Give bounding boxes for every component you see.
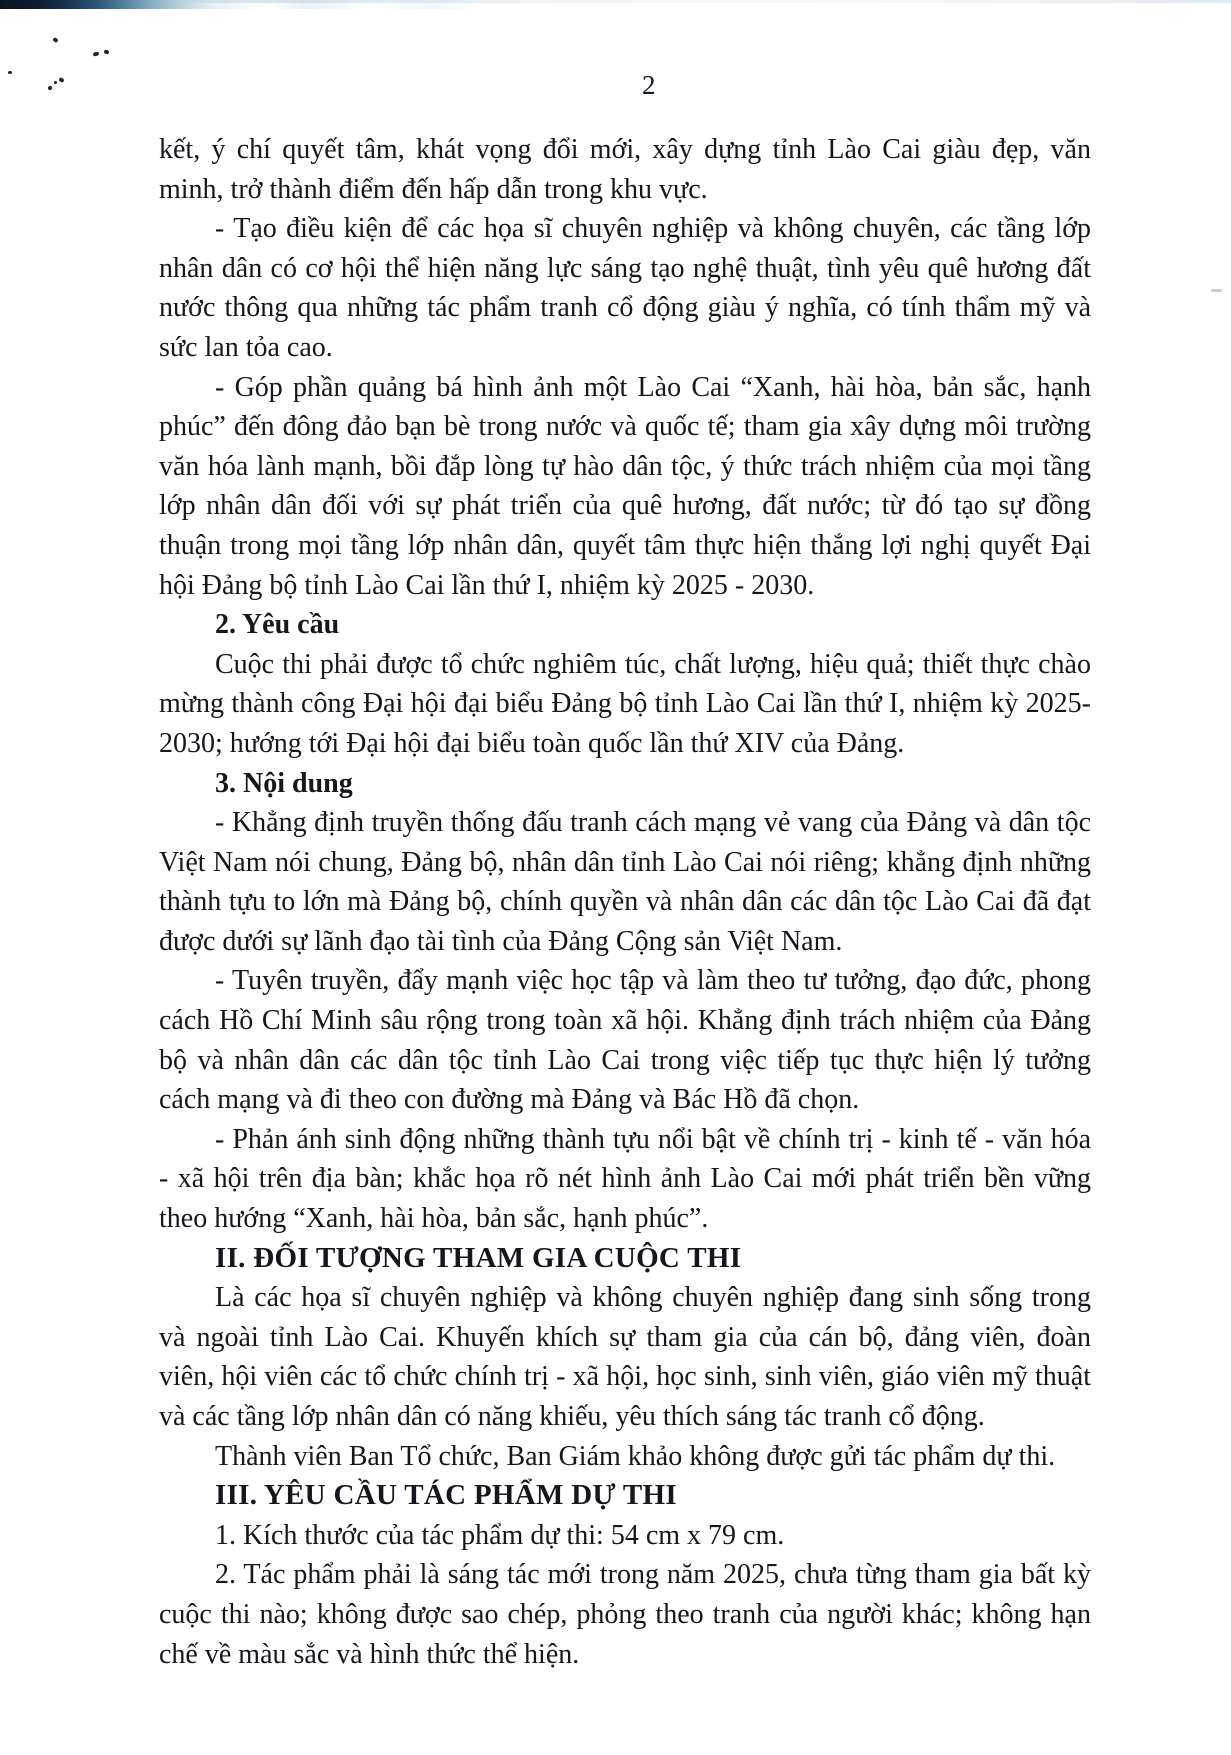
body-text-line: Việt Nam nói chung, Đảng bộ, nhân dân tỉnh Lào Cai nói riêng; khẳng định những — [159, 846, 1091, 878]
body-text-line: cách Hồ Chí Minh sâu rộng trong toàn xã hội. Khẳng định trách nhiệm của Đảng — [159, 1005, 1091, 1037]
scan-speckle — [52, 37, 58, 43]
body-text-line: Là các họa sĩ chuyên nghiệp và không chuyên nghiệp đang sinh sống trong — [215, 1282, 1091, 1314]
body-text-line: - Tuyên truyền, đẩy mạnh việc học tập và làm theo tư tưởng, đạo đức, phong — [215, 965, 1091, 997]
body-text-line: cách mạng và đi theo con đường mà Đảng và Bác Hồ đã chọn. — [159, 1084, 860, 1116]
body-text-line: minh, trở thành điểm đến hấp dẫn trong khu vực. — [159, 173, 708, 205]
scan-smudge — [1211, 289, 1222, 292]
scan-speckle — [103, 49, 109, 54]
body-text-line: được dưới sự lãnh đạo tài tình của Đảng Cộng sản Việt Nam. — [159, 925, 843, 957]
body-text-line: - xã hội trên địa bàn; khắc họa rõ nét hình ảnh Lào Cai mới phát triển bền vững — [159, 1163, 1091, 1195]
body-text-line: kết, ý chí quyết tâm, khát vọng đổi mới, xây dựng tỉnh Lào Cai giàu đẹp, văn — [159, 134, 1091, 165]
body-text-line: - Tạo điều kiện để các họa sĩ chuyên nghiệp và không chuyên, các tầng lớp — [215, 213, 1091, 245]
body-text-line: Thành viên Ban Tổ chức, Ban Giám khảo không được gửi tác phẩm dự thi. — [215, 1440, 1056, 1472]
page-number: 2 — [642, 70, 656, 100]
body-text-line: và các tầng lớp nhân dân có năng khiếu, yêu thích sáng tác tranh cổ động. — [159, 1401, 985, 1432]
scan-speckle — [47, 85, 53, 91]
body-text-line: sức lan tỏa cao. — [159, 331, 333, 363]
body-text-line: cuộc thi nào; không được sao chép, phỏng theo tranh của người khác; không hạn — [159, 1598, 1091, 1630]
body-text-line: nhân dân có cơ hội thể hiện năng lực sáng tạo nghệ thuật, tình yêu quê hương đất — [159, 252, 1091, 284]
body-text-line: 1. Kích thước của tác phẩm dự thi: 54 cm x 79 cm. — [215, 1519, 785, 1551]
body-text-line: - Khẳng định truyền thống đấu tranh cách mạng vẻ vang của Đảng và dân tộc — [215, 807, 1091, 839]
section-heading-line: II. ĐỐI TƯỢNG THAM GIA CUỘC THI — [215, 1241, 742, 1274]
body-text-line: thành tựu to lớn mà Đảng bộ, chính quyền và nhân dân các dân tộc Lào Cai đã đạt — [159, 886, 1091, 918]
scan-speckle — [93, 51, 100, 56]
body-text-line: phúc” đến đông đảo bạn bè trong nước và quốc tế; tham gia xây dựng môi trường — [159, 411, 1091, 443]
document-body — [159, 130, 1091, 1674]
sub-heading-line: 2. Yêu cầu — [215, 609, 340, 641]
body-text-line: hội Đảng bộ tỉnh Lào Cai lần thứ I, nhiệm kỳ 2025 - 2030. — [159, 569, 815, 601]
body-text-line: - Phản ánh sinh động những thành tựu nổi bật về chính trị - kinh tế - văn hóa — [215, 1123, 1091, 1155]
body-text-line: chế về màu sắc và hình thức thể hiện. — [159, 1638, 580, 1670]
body-text-line: viên, hội viên các tổ chức chính trị - xã hội, học sinh, sinh viên, giáo viên mỹ thuật — [159, 1361, 1091, 1393]
body-text-line: lớp nhân dân đối với sự phát triển của quê hương, đất nước; từ đó tạo sự đồng — [159, 490, 1091, 522]
scan-speckle — [8, 71, 12, 74]
body-text-line: 2. Tác phẩm phải là sáng tác mới trong năm 2025, chưa từng tham gia bất kỳ — [215, 1559, 1091, 1591]
body-text-line: 2030; hướng tới Đại hội đại biểu toàn quốc lần thứ XIV của Đảng. — [159, 727, 905, 759]
body-text-line: bộ và nhân dân các dân tộc tỉnh Lào Cai trong việc tiếp tục thực hiện lý tưởng — [159, 1044, 1091, 1076]
body-text-line: mừng thành công Đại hội đại biểu Đảng bộ tỉnh Lào Cai lần thứ I, nhiệm kỳ 2025- — [159, 688, 1091, 720]
scan-artifact-top-bar — [0, 0, 500, 9]
scan-speckle — [54, 81, 57, 84]
scan-speckle — [58, 77, 64, 83]
body-text-line: thuận trong mọi tầng lớp nhân dân, quyết tâm thực hiện thắng lợi nghị quyết Đại — [159, 529, 1091, 561]
body-text-line: nước thông qua những tác phẩm tranh cổ động giàu ý nghĩa, có tính thẩm mỹ và — [159, 292, 1091, 324]
body-text-line: - Góp phần quảng bá hình ảnh một Lào Cai “Xanh, hài hòa, bản sắc, hạnh — [215, 371, 1091, 403]
section-heading-line: III. YÊU CẦU TÁC PHẨM DỰ THI — [215, 1479, 677, 1512]
body-text-line: và ngoài tỉnh Lào Cai. Khuyến khích sự tham gia của cán bộ, đảng viên, đoàn — [159, 1321, 1091, 1353]
body-text-line: Cuộc thi phải được tổ chức nghiêm túc, chất lượng, hiệu quả; thiết thực chào — [215, 648, 1091, 680]
body-text-line: văn hóa lành mạnh, bồi đắp lòng tự hào dân tộc, ý thức trách nhiệm của mọi tầng — [159, 450, 1091, 482]
body-text-line: theo hướng “Xanh, hài hòa, bản sắc, hạnh phúc”. — [159, 1203, 709, 1235]
sub-heading-line: 3. Nội dung — [215, 767, 353, 799]
